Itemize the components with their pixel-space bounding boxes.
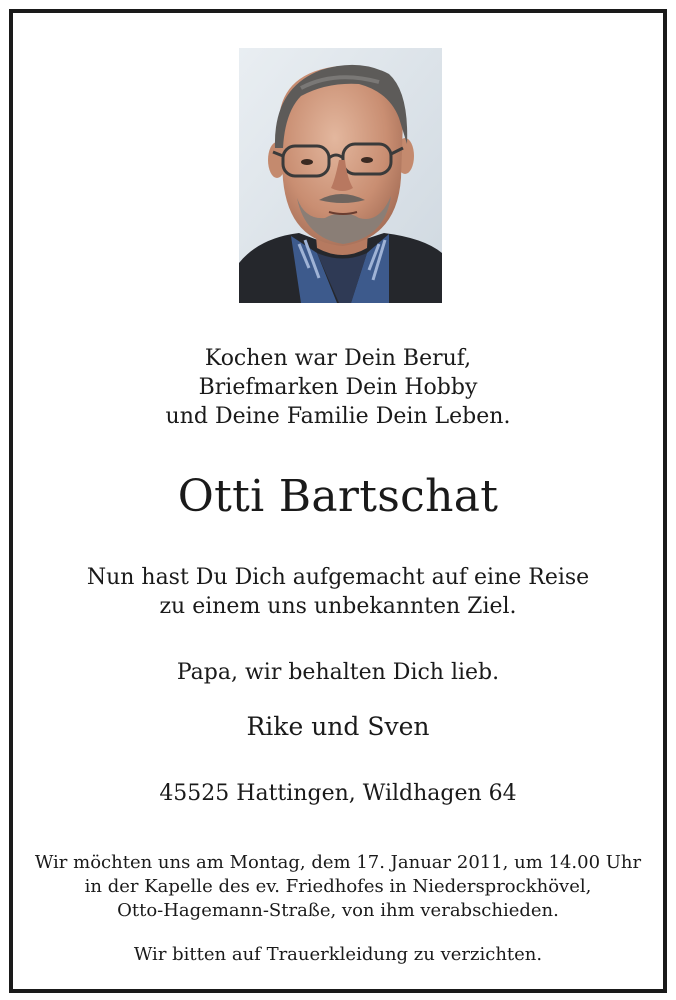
verse-line: Briefmarken Dein Hobby bbox=[198, 375, 478, 400]
dress-code-note: Wir bitten auf Trauerkleidung zu verzichten. bbox=[133, 944, 543, 965]
address: 45525 Hattingen, Wildhagen 64 bbox=[159, 781, 517, 806]
journey-line: zu einem uns unbekannten Ziel. bbox=[159, 594, 517, 619]
deceased-name: Otti Bartschat bbox=[177, 471, 499, 522]
verse-line: Kochen war Dein Beruf, bbox=[204, 346, 472, 371]
journey-text bbox=[13, 563, 663, 621]
farewell-line: Papa, wir behalten Dich lieb. bbox=[176, 660, 500, 685]
verse-line: und Deine Familie Dein Leben. bbox=[165, 404, 511, 429]
obituary-notice bbox=[9, 9, 667, 993]
service-info bbox=[13, 851, 663, 923]
portrait-photo bbox=[239, 48, 442, 303]
service-line: Wir möchten uns am Montag, dem 17. Januar 2011, um 14.00 Uhr bbox=[34, 852, 642, 873]
journey-line: Nun hast Du Dich aufgemacht auf eine Reise bbox=[86, 565, 590, 590]
signers: Rike und Sven bbox=[246, 712, 430, 741]
service-line: Otto-Hagemann-Straße, von ihm verabschieden. bbox=[117, 900, 559, 921]
service-line: in der Kapelle des ev. Friedhofes in Niedersprockhövel, bbox=[84, 876, 592, 897]
verse bbox=[13, 344, 663, 431]
